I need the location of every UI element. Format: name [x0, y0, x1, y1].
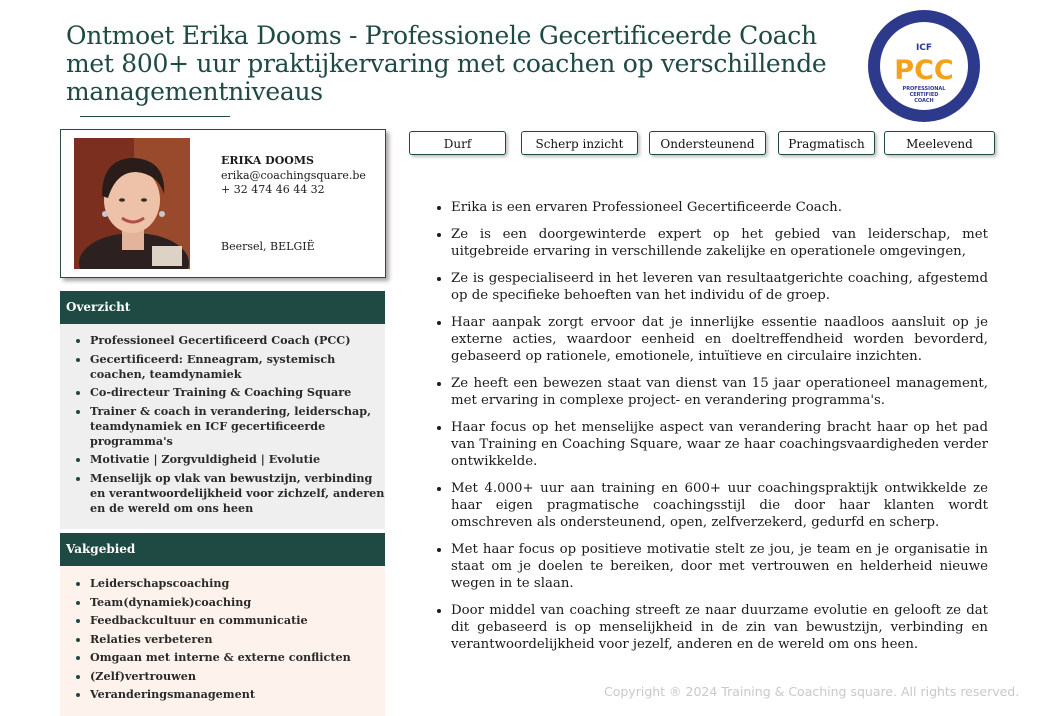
bio-paragraph: • Ze is gespecialiseerd in het leveren van resultaatgerichte coaching, afgestemd op de specifieke behoeften van het individu of de groep.: [451, 270, 988, 304]
expertise-item: • Feedbackcultuur en communicatie: [90, 613, 385, 628]
tag-meelevend: Meelevend: [884, 131, 995, 155]
badge-ring-text: ICF Credentials and Standards: [881, 21, 967, 57]
tag-durf: Durf: [409, 131, 506, 155]
expertise-heading: Vakgebied: [60, 533, 385, 566]
bio-list: [425, 199, 988, 663]
icf-pcc-badge: [864, 6, 984, 126]
overview-item: • Co-directeur Training & Coaching Square: [90, 385, 385, 400]
badge-org: ICF: [915, 43, 933, 53]
overview-heading: Overzicht: [60, 291, 385, 324]
badge-subtitle-2: CERTIFIED: [909, 92, 939, 98]
expertise-item: • (Zelf)vertrouwen: [90, 669, 385, 684]
expertise-list: [60, 576, 385, 702]
expertise-item: • Leiderschapscoaching: [90, 576, 385, 591]
overview-item: • Gecertificeerd: Enneagram, systemisch coachen, teamdynamiek: [90, 352, 385, 382]
badge-subtitle-3: COACH: [914, 98, 934, 104]
overview-list: [60, 333, 385, 516]
bio-paragraph: • Ze heeft een bewezen staat van dienst van 15 jaar operationeel management, met ervaring in complexe project- en verandering programma's.: [451, 375, 988, 409]
badge-level: PCC: [894, 55, 954, 86]
bio-paragraph: • Ze is een doorgewinterde expert op het gebied van leiderschap, met uitgebreide ervaring in verschillende zakelijke en operationele omgevingen,: [451, 226, 988, 260]
expertise-item: • Veranderingsmanagement: [90, 687, 385, 702]
bio-paragraph: • Haar focus op het menselijke aspect van verandering bracht haar op het pad van Training en Coaching Square, waar ze haar coachingsvaardigheden verder ontwikkelde.: [451, 419, 988, 470]
overview-item: • Professioneel Gecertificeerd Coach (PCC): [90, 333, 385, 348]
tag-ondersteunend: Ondersteunend: [649, 131, 766, 155]
copyright-notice: Copyright ® 2024 Training & Coaching square. All rights reserved.: [604, 684, 1020, 699]
profile-card: [60, 129, 386, 278]
expertise-item: • Relaties verbeteren: [90, 632, 385, 647]
profile-location: Beersel, BELGIË: [221, 240, 315, 253]
profile-phone[interactable]: + 32 474 46 44 32: [221, 183, 325, 196]
profile-photo: [74, 138, 190, 269]
overview-item: • Motivatie | Zorgvuldigheid | Evolutie: [90, 452, 385, 467]
profile-email[interactable]: erika@coachingsquare.be: [221, 168, 366, 182]
page-title: Ontmoet Erika Dooms - Professionele Gecertificeerde Coach met 800+ uur praktijkervaring met coachen op verschillende managementniveaus: [66, 21, 827, 106]
badge-subtitle-1: PROFESSIONAL: [902, 86, 946, 92]
expertise-item: • Team(dynamiek)coaching: [90, 595, 385, 610]
overview-item: • Menselijk op vlak van bewustzijn, verbinding en verantwoordelijkheid voor zichzelf, anderen en de wereld om ons heen: [90, 471, 385, 516]
tag-scherp-inzicht: Scherp inzicht: [521, 131, 638, 155]
overview-item: • Trainer & coach in verandering, leiderschap, teamdynamiek en ICF gecertificeerde programma's: [90, 404, 385, 449]
expertise-panel: [60, 566, 385, 716]
bio-paragraph: • Erika is een ervaren Professioneel Gecertificeerde Coach.: [451, 199, 988, 216]
bio-paragraph: • Met 4.000+ uur aan training en 600+ uur coachingspraktijk ontwikkelde ze haar eigen pragmatische coachingsstijl die door haar klanten wordt omschreven als ondersteunend, open, zelfverzekerd, gedurfd en scherp.: [451, 480, 988, 531]
tag-pragmatisch: Pragmatisch: [778, 131, 875, 155]
title-underline: [80, 116, 230, 117]
profile-name: ERIKA DOOMS: [221, 154, 314, 167]
bio-paragraph: • Met haar focus op positieve motivatie stelt ze jou, je team en je organisatie in staat om je doelen te bereiken, door met vertrouwen en helderheid nieuwe wegen in te slaan.: [451, 541, 988, 592]
expertise-item: • Omgaan met interne & externe conflicten: [90, 650, 385, 665]
contact-info: [221, 154, 366, 253]
bio-paragraph: • Door middel van coaching streeft ze naar duurzame evolutie en gelooft ze dat dit gebaseerd is op menselijkheid in de zin van bewustzijn, verbinding en verantwoordelijkheid voor jezelf, anderen en de wereld om ons heen.: [451, 602, 988, 653]
bio-paragraph: • Haar aanpak zorgt ervoor dat je innerlijke essentie naadloos aansluit op je externe acties, waardoor eenheid en doeltreffendheid worden bevorderd, gebaseerd op rationele, emotionele, intuïtieve en circulaire inzichten.: [451, 314, 988, 365]
overview-panel: [60, 324, 385, 529]
